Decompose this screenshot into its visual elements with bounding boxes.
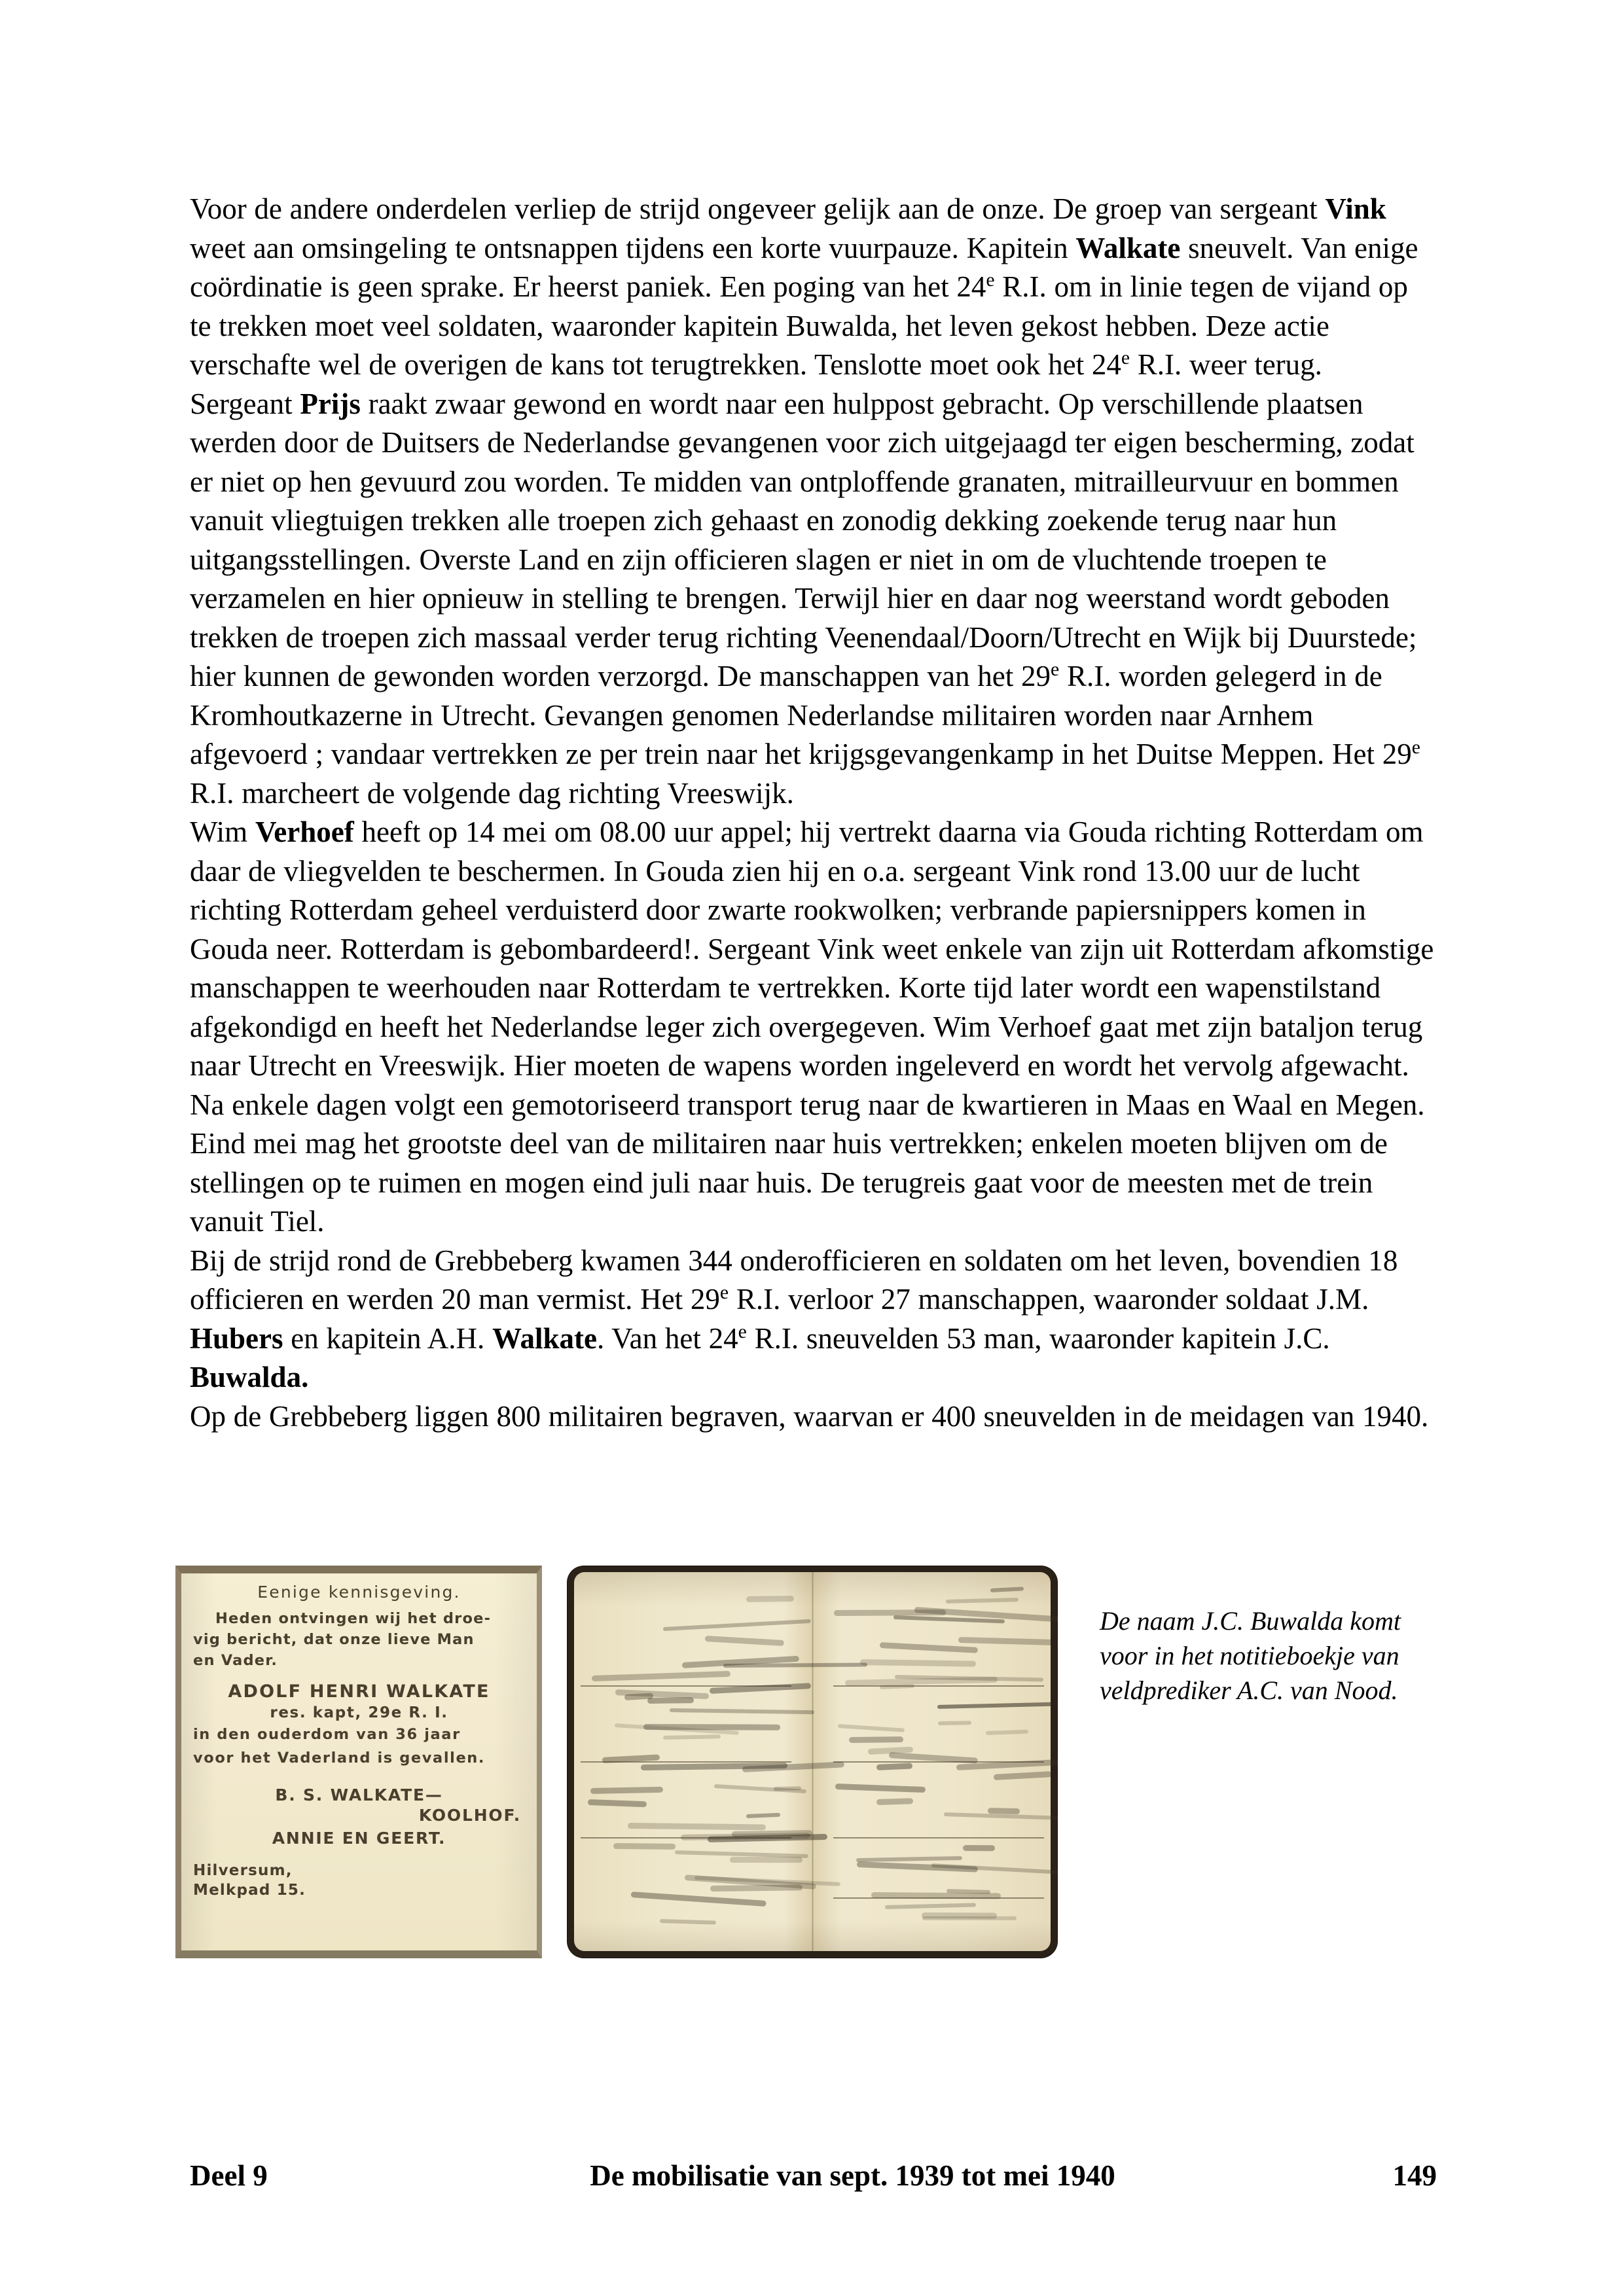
newspaper-clipping-image	[175, 1566, 542, 1958]
emphasis-name: Walkate	[492, 1321, 597, 1355]
ordinal-suffix: e	[986, 270, 995, 291]
clipping-intro-line-1: Heden ontvingen wij het droe-	[215, 1610, 492, 1627]
body-text-column	[190, 190, 1437, 1436]
clipping-title: Eenige kennisgeving.	[257, 1583, 461, 1602]
emphasis-name: Buwalda.	[190, 1361, 309, 1393]
ordinal-suffix: e	[1051, 659, 1060, 680]
ordinal-suffix: e	[719, 1282, 729, 1303]
notebook-rule-line	[833, 1837, 1044, 1839]
notebook-pencil-stroke	[592, 1671, 731, 1681]
notebook-pencil-stroke	[988, 1808, 1020, 1814]
notebook-pencil-stroke	[838, 1724, 905, 1732]
notebook-pencil-stroke	[985, 1730, 1028, 1735]
notebook-pencil-stroke	[945, 1598, 1018, 1604]
notebook-pages	[574, 1572, 1051, 1951]
ordinal-suffix: e	[1121, 348, 1130, 368]
notebook-pencil-stroke	[994, 1771, 1052, 1780]
notebook-pencil-stroke	[588, 1799, 647, 1807]
notebook-pencil-stroke	[746, 1813, 780, 1818]
notebook-pencil-stroke	[845, 1677, 998, 1686]
clipping-intro-line-3: en Vader.	[193, 1652, 278, 1669]
notebook-gutter	[812, 1572, 814, 1951]
notebook-pencil-stroke	[730, 1857, 803, 1863]
notebook-pencil-stroke	[938, 1721, 972, 1725]
notebook-pencil-stroke	[849, 1736, 904, 1743]
clipping-signature-line-2: KOOLHOF.	[418, 1806, 521, 1825]
notebook-pencil-stroke	[660, 1919, 716, 1925]
emphasis-name: Walkate	[1075, 231, 1181, 264]
notebook-pencil-stroke	[963, 1845, 995, 1851]
notebook-pencil-stroke	[835, 1784, 926, 1793]
footer-book-title: De mobilisatie van sept. 1939 tot mei 1940	[590, 2159, 1115, 2192]
notebook-pencil-stroke	[990, 1587, 1024, 1593]
notebook-pencil-stroke	[613, 1843, 676, 1850]
notebook-pencil-stroke	[647, 1697, 694, 1704]
notebook-pencil-stroke	[856, 1856, 963, 1862]
notebook-pencil-stroke	[746, 1596, 794, 1602]
notebook-pencil-stroke	[663, 1734, 721, 1740]
clipping-signature-line-1: B. S. WALKATE—	[275, 1785, 443, 1804]
notebook-rule-line	[833, 1685, 1044, 1687]
notebook-pencil-stroke	[710, 1683, 811, 1694]
paragraph: Voor de andere onderdelen verliep de strijd ongeveer gelijk aan de onze. De groep van sergeant Vink weet aan omsingeling te ontsnappen tijdens een korte vuurpauze. Kapitein Walkate sneuvelt. Van enige coördinatie is geen sprake. Er heerst paniek. Een poging van het 24e R.I. om in linie tegen de vijand op te trekken moet veel soldaten, waaronder kapitein Buwalda, het leven gekost hebben. Deze actie verschafte wel de overigen de kans tot terugtrekken. Tenslotte moet ook het 24e R.I. weer terug.	[190, 192, 1418, 381]
paragraph: Wim Verhoef heeft op 14 mei om 08.00 uur appel; hij vertrekt daarna via Gouda richting Rotterdam om daar de vliegvelden te beschermen. In Gouda zien hij en o.a. sergeant Vink rond 13.00 uur de lucht richting Rotterdam geheel verduisterd door zwarte rookwolken; verbrande papiersnippers komen in Gouda neer. Rotterdam is gebombardeerd!. Sergeant Vink weet enkele van zijn uit Rotterdam afkomstige manschappen te weerhouden naar Rotterdam te vertrekken. Korte tijd later wordt een wapenstilstand afgekondigd en heeft het Nederlandse leger zich overgegeven. Wim Verhoef gaat met zijn bataljon terug naar Utrecht en Vreeswijk. Hier moeten de wapens worden ingeleverd en wordt het vervolg afgewacht. Na enkele dagen volgt een gemotoriseerd transport terug naar de kwartieren in Maas en Waal en Megen. Eind mei mag het grootste deel van de militairen naar huis vertrekken; enkelen moeten blijven om de stellingen op te ruimen en mogen eind juli naar huis. De terugreis gaat voor de meesten met de trein vanuit Tiel.	[190, 816, 1434, 1238]
footer-page-number: 149	[1392, 2159, 1437, 2192]
notebook-pencil-stroke	[705, 1636, 785, 1646]
notebook-pencil-stroke	[885, 1903, 976, 1909]
clipping-signature-line-3: ANNIE EN GEERT.	[272, 1829, 446, 1848]
footer-part-label: Deel 9	[190, 2159, 268, 2192]
notebook-pencil-stroke	[631, 1892, 767, 1907]
notebook-photo	[567, 1566, 1058, 1958]
notebook-pencil-stroke	[714, 1784, 806, 1793]
notebook-pencil-stroke	[879, 1642, 977, 1653]
notebook-pencil-stroke	[860, 1659, 977, 1667]
page-footer	[190, 2159, 1437, 2193]
notebook-pencil-stroke	[937, 1701, 1058, 1708]
notebook-pencil-stroke	[922, 1916, 1017, 1920]
paragraph: Bij de strijd rond de Grebbeberg kwamen 344 onderofficieren en soldaten om het leven, bovendien 18 officieren en werden 20 man vermist. Het 29e R.I. verloor 27 manschappen, waaronder soldaat J.M. Hubers en kapitein A.H. Walkate. Van het 24e R.I. sneuvelden 53 man, waaronder kapitein J.C. Buwalda.	[190, 1244, 1398, 1393]
clipping-age-line-1: in den ouderdom van 36 jaar	[193, 1726, 461, 1743]
figure-caption: De naam J.C. Buwalda komt voor in het notitieboekje van veldprediker A.C. van Nood.	[1100, 1606, 1401, 1705]
clipping-intro-line-2: vig bericht, dat onze lieve Man	[193, 1631, 475, 1648]
notebook-pencil-stroke	[876, 1799, 913, 1806]
emphasis-name: Vink	[1325, 192, 1386, 225]
ordinal-suffix: e	[738, 1321, 747, 1342]
clipping-city: Hilversum,	[193, 1862, 293, 1879]
clipping-deceased-name: ADOLF HENRI WALKATE	[228, 1681, 490, 1702]
clipping-age-line-2: voor het Vaderland is gevallen.	[193, 1749, 486, 1767]
notebook-pencil-stroke	[590, 1787, 663, 1794]
notebook-pencil-stroke	[628, 1823, 766, 1830]
clipping-rank: res. kapt, 29e R. I.	[270, 1704, 448, 1721]
notebook-pencil-stroke	[670, 1708, 814, 1714]
notebook-pencil-stroke	[663, 1619, 811, 1631]
paragraph: Sergeant Prijs raakt zwaar gewond en wordt naar een hulppost gebracht. Op verschillende plaatsen werden door de Duitsers de Nederlandse gevangenen voor zich uitgejaagd ter eigen bescherming, zodat er niet op hen gevuurd zou worden. Te midden van ontploffende granaten, mitrailleurvuur en bommen vanuit vliegtuigen trekken alle troepen zich gehaast en zonodig dekking zoekende terug naar hun uitgangsstellingen. Overste Land en zijn officieren slagen er niet in om de vluchtende troepen te verzamelen en hier opnieuw in stelling te brengen. Terwijl hier en daar nog weerstand wordt geboden trekken de troepen zich massaal verder terug richting Veenendaal/Doorn/Utrecht en Wijk bij Duurstede; hier kunnen de gewonden worden verzorgd. De manschappen van het 29e R.I. worden gelegerd in de Kromhoutkazerne in Utrecht. Gevangen genomen Nederlandse militairen worden naar Arnhem afgevoerd ; vandaar vertrekken ze per trein naar het krijgsgevangenkamp in het Duitse Meppen. Het 29e R.I. marcheert de volgende dag richting Vreeswijk.	[190, 387, 1420, 810]
emphasis-name: Verhoef	[255, 816, 354, 848]
emphasis-name: Prijs	[300, 387, 361, 420]
clipping-address: Melkpad 15.	[193, 1882, 306, 1899]
notebook-pencil-stroke	[958, 1637, 1058, 1646]
emphasis-name: Hubers	[190, 1321, 283, 1355]
paragraph: Op de Grebbeberg liggen 800 militairen begraven, waarvan er 400 sneuvelden in de meidagen van 1940.	[190, 1399, 1429, 1433]
notebook-pencil-stroke	[876, 1763, 913, 1770]
ordinal-suffix: e	[1411, 737, 1420, 758]
